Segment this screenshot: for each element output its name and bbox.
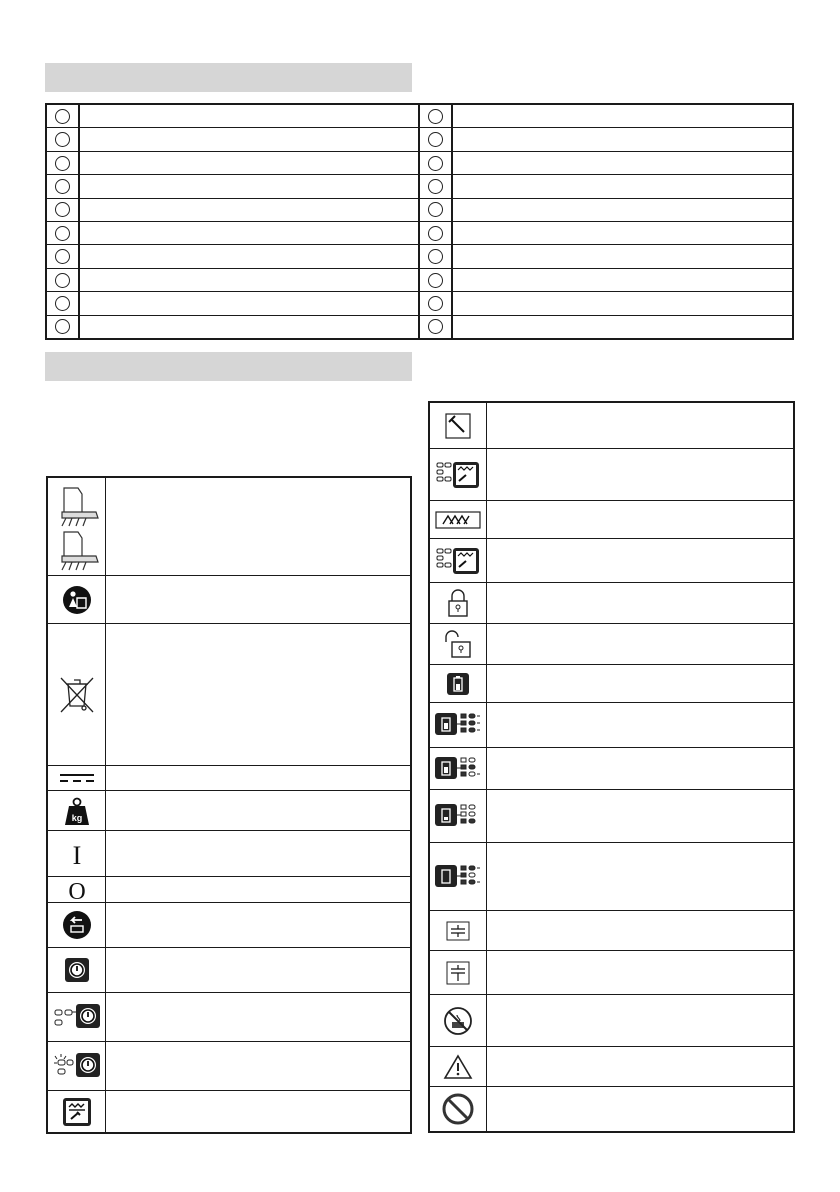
- parts-column-left: [47, 105, 420, 338]
- symbol-description: [106, 1042, 410, 1090]
- symbol-row: [48, 766, 410, 791]
- part-number: [428, 296, 443, 311]
- lock-icon: [430, 583, 487, 623]
- power-indicator-blink-icon: [48, 1042, 106, 1090]
- parts-row: [47, 128, 418, 151]
- parts-row: [47, 199, 418, 222]
- depth-adjust-shallow-icon: [430, 911, 487, 950]
- parts-row: [420, 222, 793, 245]
- part-description: [453, 316, 793, 338]
- battery-level-half-icon: [430, 748, 487, 789]
- part-description: [80, 316, 418, 338]
- warning-icon: [430, 1047, 487, 1086]
- parts-row: [420, 245, 793, 268]
- part-number: [428, 109, 443, 124]
- part-description: [80, 105, 418, 127]
- switch-off-icon: [48, 877, 106, 902]
- part-number: [428, 132, 443, 147]
- symbol-row: [430, 501, 793, 539]
- part-description: [453, 245, 793, 267]
- part-description: [453, 105, 793, 127]
- mode-select-indicator-icon: [430, 449, 487, 500]
- parts-row: [420, 269, 793, 292]
- part-description: [453, 152, 793, 174]
- nailer-models-icon: [48, 478, 106, 575]
- symbols-table-left: [46, 476, 412, 1134]
- part-description: [80, 269, 418, 291]
- part-description: [453, 128, 793, 150]
- symbol-row: [430, 1047, 793, 1087]
- symbol-description: [106, 1091, 410, 1132]
- part-number: [55, 319, 70, 334]
- symbol-description: [106, 791, 410, 830]
- parts-row: [420, 316, 793, 338]
- symbol-description: [487, 951, 793, 994]
- symbol-row: [430, 995, 793, 1047]
- symbol-row: [48, 576, 410, 624]
- parts-row: [420, 152, 793, 175]
- parts-row: [47, 105, 418, 128]
- part-number: [428, 179, 443, 194]
- read-manual-icon: [48, 576, 106, 623]
- part-number: [428, 156, 443, 171]
- part-number: [55, 226, 70, 241]
- symbol-row: [48, 624, 410, 766]
- symbols-section-heading: [45, 352, 412, 381]
- part-description: [80, 222, 418, 244]
- parts-row: [47, 152, 418, 175]
- symbol-description: [487, 911, 793, 950]
- part-number: [55, 179, 70, 194]
- symbol-description: [487, 995, 793, 1046]
- symbol-description: [106, 948, 410, 992]
- symbol-description: [106, 831, 410, 876]
- symbol-row: [48, 1042, 410, 1091]
- symbol-description: [487, 843, 793, 910]
- parts-row: [47, 175, 418, 198]
- symbol-description: [487, 624, 793, 664]
- part-number: [428, 249, 443, 264]
- symbol-row: [48, 791, 410, 831]
- symbol-row: [48, 877, 410, 903]
- symbol-description: [487, 403, 793, 448]
- symbol-description: [487, 748, 793, 789]
- depth-adjust-deep-icon: [430, 951, 487, 994]
- symbol-description: [487, 583, 793, 623]
- part-number: [55, 156, 70, 171]
- symbol-row: [430, 665, 793, 703]
- switch-on-icon: [48, 831, 106, 876]
- part-description: [453, 222, 793, 244]
- part-number: [55, 249, 70, 264]
- part-number: [55, 202, 70, 217]
- symbol-row: [48, 948, 410, 993]
- part-description: [80, 128, 418, 150]
- contact-nailing-icon: [430, 501, 487, 538]
- part-number: [428, 273, 443, 288]
- part-number: [55, 296, 70, 311]
- symbol-description: [487, 539, 793, 582]
- parts-row: [47, 292, 418, 315]
- part-description: [80, 292, 418, 314]
- symbol-description: [487, 790, 793, 842]
- symbol-row: [430, 951, 793, 995]
- parts-row: [420, 199, 793, 222]
- symbol-row: [48, 831, 410, 877]
- part-description: [80, 175, 418, 197]
- parts-row: [47, 269, 418, 292]
- symbol-description: [487, 665, 793, 702]
- part-description: [80, 245, 418, 267]
- symbol-description: [106, 478, 410, 575]
- remove-battery-icon: [48, 903, 106, 947]
- battery-level-blink-icon: [430, 843, 487, 910]
- symbol-description: [487, 703, 793, 747]
- symbol-row: [430, 843, 793, 911]
- parts-row: [47, 222, 418, 245]
- power-indicator-off-icon: [48, 993, 106, 1041]
- battery-level-full-icon: [430, 703, 487, 747]
- parts-row: [47, 245, 418, 268]
- symbol-description: [487, 501, 793, 538]
- parts-column-right: [420, 105, 793, 338]
- weight-kg-icon: [48, 791, 106, 830]
- symbol-row: [430, 748, 793, 790]
- part-number: [55, 109, 70, 124]
- parts-row: [420, 105, 793, 128]
- symbol-description: [106, 877, 410, 902]
- switch-on-label: I: [72, 840, 81, 867]
- part-description: [453, 175, 793, 197]
- parts-row: [420, 175, 793, 198]
- symbols-table-right: [428, 401, 795, 1133]
- symbol-description: [106, 903, 410, 947]
- symbol-row: [430, 624, 793, 665]
- unlock-icon: [430, 624, 487, 664]
- symbol-description: [106, 993, 410, 1041]
- symbol-row: [430, 1087, 793, 1131]
- sequential-mode-icon: [48, 1091, 106, 1132]
- part-number: [428, 226, 443, 241]
- symbol-description: [106, 576, 410, 623]
- symbol-description: [487, 1047, 793, 1086]
- parts-row: [47, 316, 418, 338]
- symbol-row: [48, 478, 410, 576]
- symbol-row: [48, 993, 410, 1042]
- no-water-icon: [430, 995, 487, 1046]
- symbol-row: [48, 1091, 410, 1132]
- mode-select-indicator-2-icon: [430, 539, 487, 582]
- part-number: [55, 273, 70, 288]
- battery-icon: [430, 665, 487, 702]
- parts-section-heading: [45, 63, 412, 92]
- part-description: [453, 269, 793, 291]
- symbol-row: [430, 583, 793, 624]
- single-nail-icon: [430, 403, 487, 448]
- part-number: [428, 319, 443, 334]
- symbol-row: [48, 903, 410, 948]
- symbol-row: [430, 539, 793, 583]
- part-description: [80, 152, 418, 174]
- kg-label: kg: [71, 812, 82, 823]
- symbol-description: [106, 624, 410, 765]
- symbol-description: [487, 449, 793, 500]
- part-description: [453, 292, 793, 314]
- part-number: [55, 132, 70, 147]
- symbol-description: [106, 766, 410, 790]
- symbol-row: [430, 911, 793, 951]
- parts-row: [420, 128, 793, 151]
- symbol-row: [430, 703, 793, 748]
- switch-off-label: O: [67, 878, 86, 902]
- symbol-row: [430, 790, 793, 843]
- power-button-icon: [48, 948, 106, 992]
- prohibition-icon: [430, 1087, 487, 1131]
- crossed-bin-icon: [48, 624, 106, 765]
- parts-row: [420, 292, 793, 315]
- symbol-description: [487, 1087, 793, 1131]
- symbol-row: [430, 449, 793, 501]
- parts-list-table: [45, 103, 794, 340]
- symbol-row: [430, 403, 793, 449]
- part-description: [80, 199, 418, 221]
- part-number: [428, 202, 443, 217]
- part-description: [453, 199, 793, 221]
- battery-level-low-icon: [430, 790, 487, 842]
- dc-current-icon: [48, 766, 106, 790]
